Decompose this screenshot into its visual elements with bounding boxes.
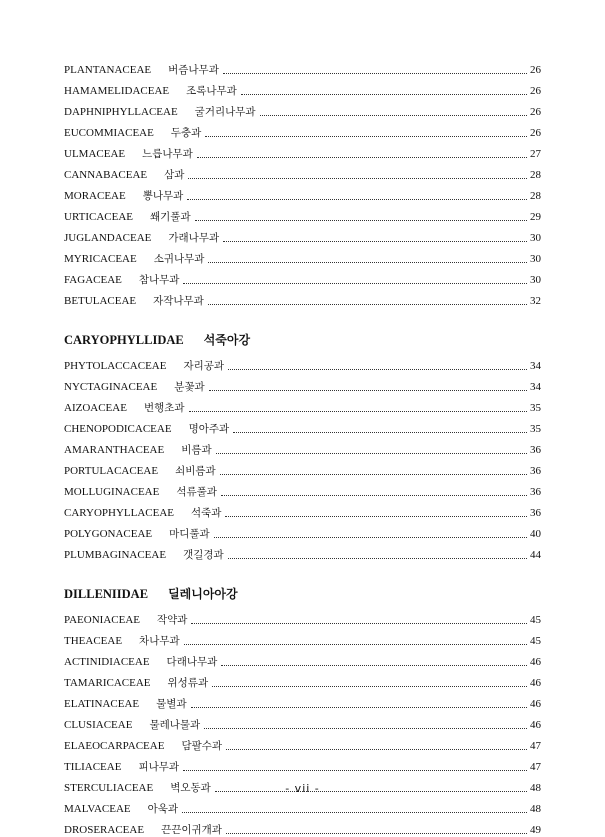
entry-latin-name: MORACEAE xyxy=(64,190,126,202)
dot-leader xyxy=(220,474,527,475)
entry-korean-name: 아욱과 xyxy=(147,803,179,815)
entry-korean-name: 굴거리나무과 xyxy=(194,106,256,118)
entry-latin-name: CARYOPHYLLACEAE xyxy=(64,507,175,519)
entry-latin-name: THEACEAE xyxy=(64,635,123,647)
section-heading-korean: 석죽아강 xyxy=(203,333,251,347)
toc-entry xyxy=(64,457,541,478)
dot-leader xyxy=(226,749,527,750)
entry-korean-name: 자작나무과 xyxy=(153,295,204,307)
toc-entry xyxy=(64,795,541,816)
entry-korean-name: 피나무과 xyxy=(138,761,180,773)
entry-korean-name: 담팔수과 xyxy=(181,740,223,752)
dot-leader xyxy=(195,220,527,221)
entry-latin-name: BETULACEAE xyxy=(64,295,137,307)
dot-leader xyxy=(187,199,527,200)
dot-leader xyxy=(228,558,527,559)
toc-entry xyxy=(64,478,541,499)
toc-entry xyxy=(64,648,541,669)
entry-latin-name: STERCULIACEAE xyxy=(64,782,154,794)
entry-page-number: 28 xyxy=(530,169,541,181)
table-of-contents xyxy=(64,56,541,837)
dot-leader xyxy=(221,665,527,666)
dot-leader xyxy=(189,411,527,412)
toc-entry xyxy=(64,732,541,753)
entry-page-number: 26 xyxy=(530,106,541,118)
toc-entry xyxy=(64,352,541,373)
dot-leader xyxy=(208,304,527,305)
dot-leader xyxy=(191,707,527,708)
toc-entry xyxy=(64,816,541,837)
entry-latin-name: PAEONIACEAE xyxy=(64,614,140,626)
entry-page-number: 45 xyxy=(530,635,541,647)
entry-korean-name: 다래나무과 xyxy=(166,656,218,668)
toc-section-caryophyllidae xyxy=(64,308,541,562)
page-number-footer: - vii - xyxy=(285,782,320,795)
toc-entry xyxy=(64,669,541,690)
dot-leader xyxy=(228,369,527,370)
entry-korean-name: 두충과 xyxy=(170,127,202,139)
dot-leader xyxy=(183,770,527,771)
entry-latin-name: DROSERACEAE xyxy=(64,824,145,836)
dot-leader xyxy=(182,812,527,813)
entry-korean-name: 번행초과 xyxy=(143,402,185,414)
entry-latin-name: EUCOMMIACEAE xyxy=(64,127,154,139)
entry-page-number: 29 xyxy=(530,211,541,223)
entry-page-number: 47 xyxy=(530,740,541,752)
entry-page-number: 36 xyxy=(530,486,541,498)
dot-leader xyxy=(226,833,527,834)
entry-page-number: 34 xyxy=(530,381,541,393)
entry-korean-name: 석류풀과 xyxy=(176,486,217,498)
entry-page-number: 30 xyxy=(530,232,541,244)
toc-section-dilleniidae xyxy=(64,562,541,837)
entry-latin-name: FAGACEAE xyxy=(64,274,122,286)
toc-entry xyxy=(64,224,541,245)
toc-entry xyxy=(64,77,541,98)
entry-korean-name: 자리공과 xyxy=(183,360,225,372)
section-heading-korean: 딜레니아아강 xyxy=(168,587,238,601)
entry-page-number: 46 xyxy=(530,719,541,731)
entry-korean-name: 소귀나무과 xyxy=(153,253,205,265)
entry-page-number: 26 xyxy=(530,127,541,139)
entry-latin-name: AMARANTHACEAE xyxy=(64,444,165,456)
entry-page-number: 44 xyxy=(530,549,541,561)
entry-latin-name: NYCTAGINACEAE xyxy=(64,381,158,393)
toc-section-0 xyxy=(64,56,541,308)
dot-leader xyxy=(233,432,527,433)
entry-korean-name: 쐐기풀과 xyxy=(150,211,191,223)
entry-latin-name: MALVACEAE xyxy=(64,803,131,815)
entry-latin-name: HAMAMELIDACEAE xyxy=(64,85,170,97)
entry-latin-name: CLUSIACEAE xyxy=(64,719,133,731)
dot-leader xyxy=(204,728,527,729)
entry-korean-name: 조록나무과 xyxy=(186,85,237,97)
toc-entry xyxy=(64,182,541,203)
toc-entry xyxy=(64,373,541,394)
dot-leader xyxy=(260,115,527,116)
toc-entry xyxy=(64,627,541,648)
entry-page-number: 36 xyxy=(530,507,541,519)
entry-page-number: 46 xyxy=(530,677,541,689)
toc-entry xyxy=(64,245,541,266)
dot-leader xyxy=(241,94,527,95)
dot-leader xyxy=(184,644,527,645)
entry-korean-name: 마디풀과 xyxy=(169,528,210,540)
toc-entry xyxy=(64,266,541,287)
toc-entry xyxy=(64,606,541,627)
toc-entry-list xyxy=(64,56,541,308)
dot-leader xyxy=(225,516,527,517)
entry-latin-name: PLANTANACEAE xyxy=(64,64,152,76)
dot-leader xyxy=(209,390,527,391)
entry-page-number: 36 xyxy=(530,444,541,456)
entry-page-number: 30 xyxy=(530,274,541,286)
toc-entry xyxy=(64,98,541,119)
dot-leader xyxy=(183,283,527,284)
entry-korean-name: 참나무과 xyxy=(138,274,180,286)
entry-korean-name: 위성류과 xyxy=(167,677,209,689)
entry-latin-name: POLYGONACEAE xyxy=(64,528,153,540)
entry-korean-name: 명아주과 xyxy=(188,423,230,435)
entry-latin-name: ULMACEAE xyxy=(64,148,126,160)
dot-leader xyxy=(223,241,527,242)
entry-latin-name: DAPHNIPHYLLACEAE xyxy=(64,106,178,118)
entry-korean-name: 버즘나무과 xyxy=(168,64,219,76)
toc-entry xyxy=(64,690,541,711)
entry-korean-name: 느릅나무과 xyxy=(142,148,193,160)
entry-page-number: 34 xyxy=(530,360,541,372)
entry-latin-name: CHENOPODICACEAE xyxy=(64,423,172,435)
entry-korean-name: 삼과 xyxy=(164,169,185,181)
dot-leader xyxy=(205,136,527,137)
entry-page-number: 48 xyxy=(530,782,541,794)
toc-entry xyxy=(64,415,541,436)
toc-entry xyxy=(64,203,541,224)
entry-page-number: 40 xyxy=(530,528,541,540)
entry-page-number: 32 xyxy=(530,295,541,307)
toc-entry xyxy=(64,161,541,182)
toc-entry xyxy=(64,119,541,140)
entry-latin-name: MYRICACEAE xyxy=(64,253,137,265)
entry-page-number: 47 xyxy=(530,761,541,773)
entry-page-number: 36 xyxy=(530,465,541,477)
entry-korean-name: 분꽃과 xyxy=(174,381,205,393)
entry-korean-name: 물별과 xyxy=(156,698,187,710)
entry-page-number: 30 xyxy=(530,253,541,265)
section-heading xyxy=(64,308,541,352)
entry-page-number: 48 xyxy=(530,803,541,815)
entry-page-number: 28 xyxy=(530,190,541,202)
section-heading xyxy=(64,562,541,606)
entry-page-number: 35 xyxy=(530,402,541,414)
entry-latin-name: ELATINACEAE xyxy=(64,698,140,710)
entry-page-number: 26 xyxy=(530,85,541,97)
section-heading-latin: DILLENIIDAE xyxy=(64,587,149,601)
entry-page-number: 27 xyxy=(530,148,541,160)
entry-korean-name: 차나무과 xyxy=(139,635,180,647)
entry-korean-name: 작약과 xyxy=(157,614,188,626)
section-heading-latin: CARYOPHYLLIDAE xyxy=(64,333,184,347)
entry-korean-name: 뽕나무과 xyxy=(142,190,184,202)
entry-page-number: 35 xyxy=(530,423,541,435)
entry-latin-name: ACTINIDIACEAE xyxy=(64,656,150,668)
toc-entry xyxy=(64,520,541,541)
entry-korean-name: 끈끈이귀개과 xyxy=(161,824,222,836)
dot-leader xyxy=(191,623,527,624)
entry-latin-name: URTICACEAE xyxy=(64,211,134,223)
toc-entry xyxy=(64,499,541,520)
toc-entry xyxy=(64,753,541,774)
toc-entry-list xyxy=(64,352,541,562)
entry-latin-name: CANNABACEAE xyxy=(64,169,148,181)
entry-page-number: 26 xyxy=(530,64,541,76)
toc-entry xyxy=(64,541,541,562)
dot-leader xyxy=(212,686,527,687)
entry-latin-name: PLUMBAGINACEAE xyxy=(64,549,167,561)
toc-entry xyxy=(64,56,541,77)
toc-entry xyxy=(64,711,541,732)
toc-entry-list xyxy=(64,606,541,837)
dot-leader xyxy=(214,537,527,538)
entry-page-number: 49 xyxy=(530,824,541,836)
entry-korean-name: 쇠비름과 xyxy=(175,465,216,477)
entry-korean-name: 갯길경과 xyxy=(183,549,224,561)
entry-page-number: 46 xyxy=(530,698,541,710)
toc-entry xyxy=(64,140,541,161)
entry-latin-name: TILIACEAE xyxy=(64,761,122,773)
dot-leader xyxy=(197,157,527,158)
entry-latin-name: TAMARICACEAE xyxy=(64,677,151,689)
entry-latin-name: PHYTOLACCACEAE xyxy=(64,360,167,372)
entry-page-number: 46 xyxy=(530,656,541,668)
entry-korean-name: 가래나무과 xyxy=(168,232,220,244)
dot-leader xyxy=(221,495,527,496)
dot-leader xyxy=(216,453,527,454)
entry-latin-name: ELAEOCARPACEAE xyxy=(64,740,165,752)
toc-entry xyxy=(64,394,541,415)
dot-leader xyxy=(223,73,527,74)
entry-korean-name: 비름과 xyxy=(181,444,212,456)
dot-leader xyxy=(208,262,527,263)
toc-entry xyxy=(64,287,541,308)
entry-page-number: 45 xyxy=(530,614,541,626)
toc-entry xyxy=(64,436,541,457)
entry-korean-name: 석죽과 xyxy=(191,507,222,519)
entry-latin-name: MOLLUGINACEAE xyxy=(64,486,160,498)
entry-korean-name: 벽오동과 xyxy=(170,782,211,794)
dot-leader xyxy=(188,178,527,179)
entry-latin-name: PORTULACACEAE xyxy=(64,465,159,477)
entry-latin-name: JUGLANDACEAE xyxy=(64,232,152,244)
entry-korean-name: 물레나물과 xyxy=(149,719,201,731)
entry-latin-name: AIZOACEAE xyxy=(64,402,127,414)
